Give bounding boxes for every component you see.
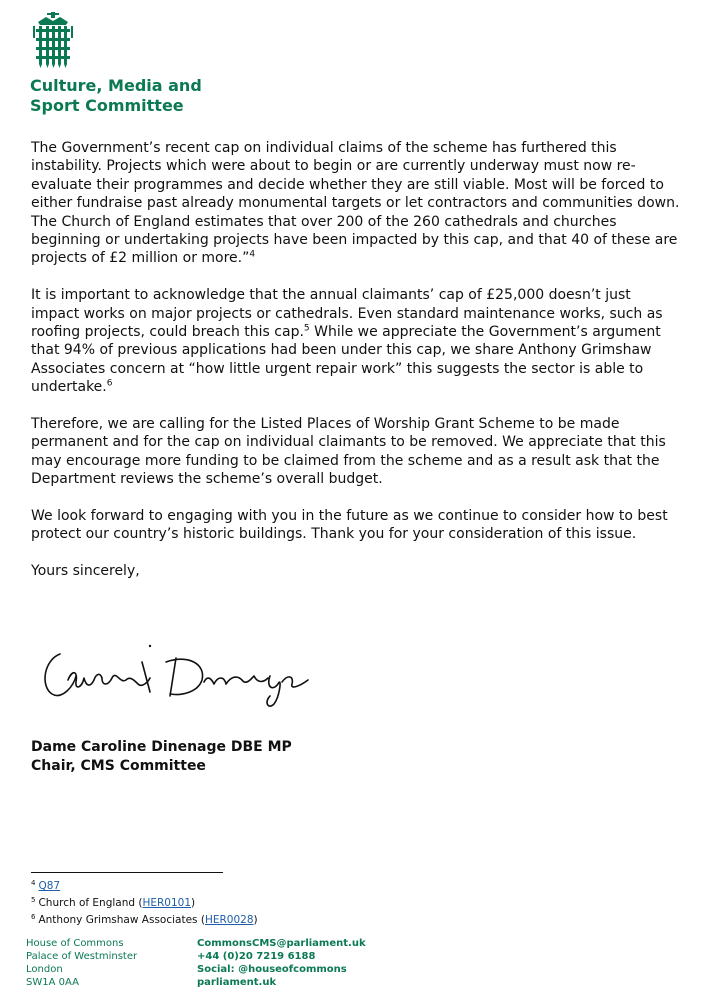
paragraph-2-text-b: While we appreciate the Government’s argument that 94% of previous applications had been under this cap, we share Anthony Grimshaw Associates concern at “how little urgent repair work” this suggests the sector is able to undertake. bbox=[31, 324, 661, 396]
signatory-name: Dame Caroline Dinenage DBE MP bbox=[31, 739, 292, 755]
address-line: Palace of Westminster bbox=[26, 951, 138, 962]
footnote-text: Anthony Grimshaw Associates ( bbox=[38, 914, 205, 926]
address-line: House of Commons bbox=[26, 938, 124, 949]
paragraph-1-text: The Government’s recent cap on individual claims of the scheme has furthered this instability. Projects which were about to begin or are currently underway must now re-evaluate their programmes and decide whether they are still viable. Most will be forced to either fundraise past already monumental targets or let contractors and communities down. The Church of England estimates that over 200 of the 260 cathedrals and churches beginning or undertaking projects have been impacted by this cap, and that 40 of these are projects of £2 million or more.” bbox=[31, 140, 680, 267]
footnote-number: 6 bbox=[31, 912, 36, 921]
contact-phone: +44 (0)20 7219 6188 bbox=[197, 951, 316, 962]
paragraph-2 bbox=[31, 286, 681, 396]
committee-name-line1: Culture, Media and bbox=[30, 76, 202, 95]
footnote-link-q87[interactable]: Q87 bbox=[38, 880, 61, 892]
footnote-text: Church of England ( bbox=[38, 897, 143, 909]
footnote-divider bbox=[31, 872, 223, 873]
footnote-suffix: ) bbox=[253, 914, 258, 926]
footnote-6 bbox=[31, 912, 258, 929]
footnote-4 bbox=[31, 878, 258, 895]
signatory-title: Chair, CMS Committee bbox=[31, 758, 206, 774]
footnote-number: 4 bbox=[31, 878, 36, 887]
footnote-link-her0101[interactable]: HER0101 bbox=[142, 897, 192, 909]
footnote-number: 5 bbox=[31, 895, 36, 904]
contact-social: Social: @houseofcommons bbox=[197, 964, 347, 975]
committee-name bbox=[30, 76, 202, 116]
footnote-5 bbox=[31, 895, 258, 912]
portcullis-icon bbox=[30, 12, 76, 68]
footnote-suffix: ) bbox=[191, 897, 196, 909]
address-line: SW1A 0AA bbox=[26, 977, 79, 988]
paragraph-3: Therefore, we are calling for the Listed Places of Worship Grant Scheme to be made permanent and for the cap on individual claimants to be removed. We appreciate that this may encourage more funding to be claimed from the scheme and as a result ask that the Department reviews the scheme’s overall budget. bbox=[31, 416, 666, 488]
paragraph-4: We look forward to engaging with you in the future as we continue to consider how to best protect our country’s historic buildings. Thank you for your consideration of this issue. bbox=[31, 508, 668, 543]
footer-contact bbox=[197, 937, 366, 989]
footnote-ref-4: 4 bbox=[249, 249, 256, 260]
contact-email[interactable]: CommonsCMS@parliament.uk bbox=[197, 938, 366, 949]
address-line: London bbox=[26, 964, 63, 975]
footnote-link-her0028[interactable]: HER0028 bbox=[204, 914, 254, 926]
signatory-block bbox=[31, 738, 292, 776]
footnote-ref-5: 5 bbox=[303, 323, 310, 334]
paragraph-2-text-a: It is important to acknowledge that the annual claimants’ cap of £25,000 doesn’t just impact works on major projects or cathedrals. Even standard maintenance works, such as roofing projects, could breach this cap. bbox=[31, 287, 663, 341]
letter-body bbox=[31, 139, 681, 599]
footnotes bbox=[31, 878, 258, 929]
footnote-ref-6: 6 bbox=[106, 378, 113, 389]
committee-name-line2: Sport Committee bbox=[30, 96, 184, 115]
signature-image bbox=[38, 640, 328, 710]
contact-website[interactable]: parliament.uk bbox=[197, 977, 277, 988]
closing: Yours sincerely, bbox=[31, 563, 140, 580]
footer-address bbox=[26, 937, 137, 989]
paragraph-1 bbox=[31, 139, 681, 268]
